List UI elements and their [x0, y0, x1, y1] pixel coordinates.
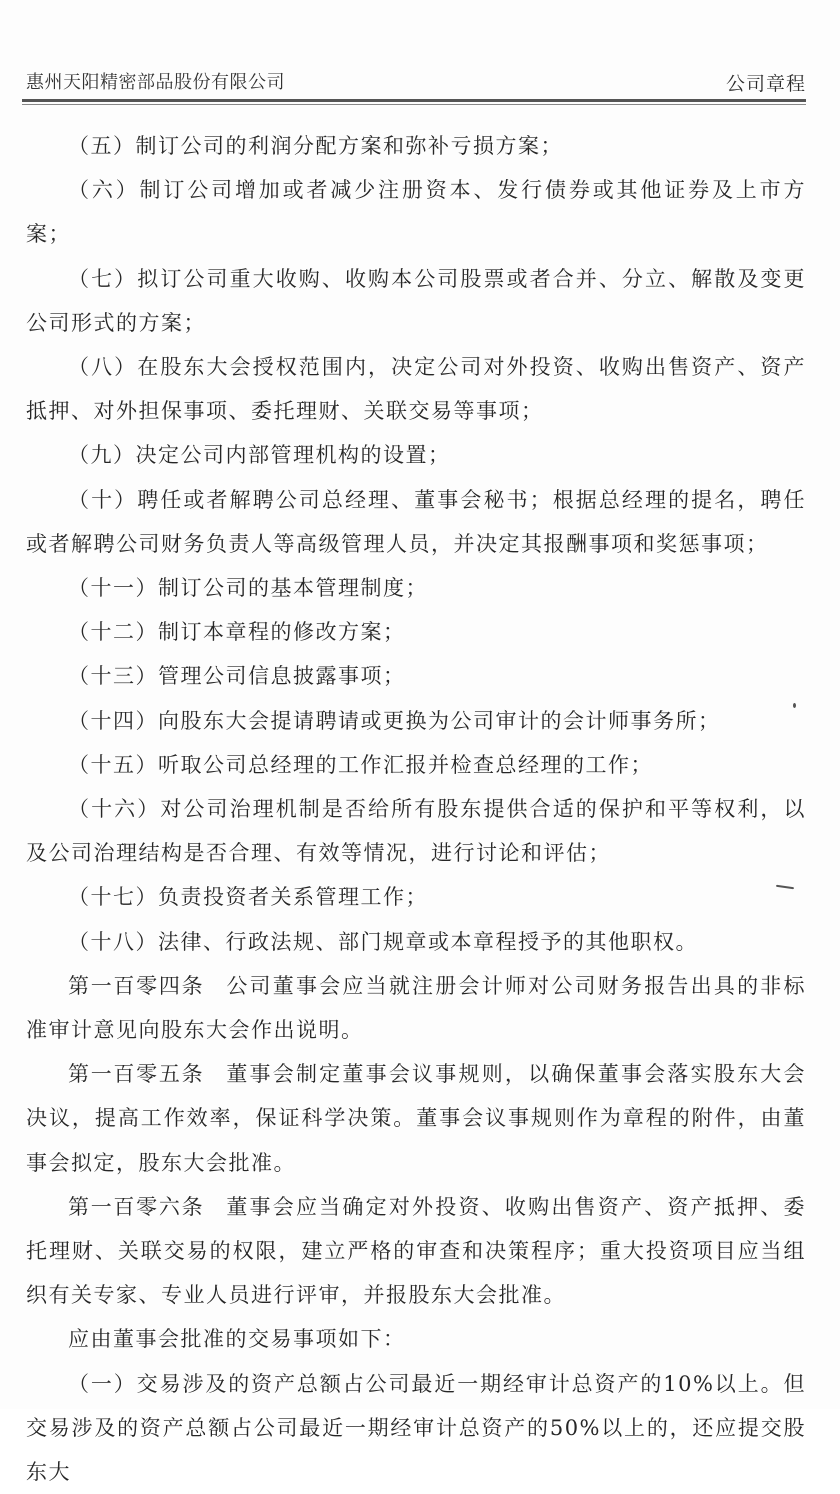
- document-title: 公司章程: [725, 73, 806, 95]
- article-106: [26, 1185, 806, 1318]
- item-12: （十二）制订本章程的修改方案；: [68, 620, 406, 645]
- article-105: [26, 1052, 806, 1185]
- intro-line: 应由董事会批准的交易事项如下：: [68, 1327, 406, 1352]
- scan-mark: [793, 703, 796, 708]
- item-17: （十七）负责投资者关系管理工作；: [68, 885, 428, 910]
- item-6: （六）制订公司增加或者减少注册资本、发行债券或其他证券及上市方案；: [26, 178, 806, 247]
- item-8: （八）在股东大会授权范围内，决定公司对外投资、收购出售资产、资产抵押、对外担保事项、委托理财、关联交易等事项；: [26, 355, 806, 424]
- article-104-number: 第一百零四条: [68, 973, 205, 998]
- company-name: 惠州天阳精密部品股份有限公司: [26, 72, 285, 93]
- item-10: （十）聘任或者解聘公司总经理、董事会秘书；根据总经理的提名，聘任或者解聘公司财务负责人等高级管理人员，并决定其报酬事项和奖惩事项；: [26, 487, 806, 556]
- article-106-text: 董事会应当确定对外投资、收购出售资产、资产抵押、委托理财、关联交易的权限，建立严格的审查和决策程序；重大投资项目应当组织有关专家、专业人员进行评审，并报股东大会批准。: [26, 1194, 807, 1308]
- body-text: [26, 124, 806, 1494]
- item-13: （十三）管理公司信息披露事项；: [68, 664, 406, 689]
- article-105-text: 董事会制定董事会议事规则，以确保董事会落实股东大会决议，提高工作效率，保证科学决策。董事会议事规则作为章程的附件，由董事会拟定，股东大会批准。: [26, 1062, 807, 1175]
- item-16: （十六）对公司治理机制是否给所有股东提供合适的保护和平等权利，以及公司治理结构是否合理、有效等情况，进行讨论和评估；: [26, 797, 806, 866]
- item-11: （十一）制订公司的基本管理制度；: [68, 576, 428, 601]
- item-14: （十四）向股东大会提请聘请或更换为公司审计的会计师事务所；: [68, 708, 721, 733]
- item-5: （五）制订公司的利润分配方案和弥补亏损方案；: [68, 134, 563, 158]
- article-105-number: 第一百零五条: [68, 1062, 205, 1087]
- sub-item-1: （一）交易涉及的资产总额占公司最近一期经审计总资产的10%以上。但交易涉及的资产总额占公司最近一期经审计总资产的50%以上的，还应提交股东大: [26, 1371, 806, 1485]
- header-rule: [22, 99, 806, 102]
- item-9: （九）决定公司内部管理机构的设置；: [68, 443, 451, 468]
- page-header: [26, 68, 806, 100]
- header-rule-thin: [22, 104, 806, 105]
- item-18: （十八）法律、行政法规、部门规章或本章程授予的其他职权。: [68, 929, 698, 954]
- item-15: （十五）听取公司总经理的工作汇报并检查总经理的工作；: [68, 752, 653, 777]
- article-104-text: 公司董事会应当就注册会计师对公司财务报告出具的非标准审计意见向股东大会作出说明。: [26, 973, 807, 1043]
- article-104: [26, 964, 806, 1052]
- article-106-number: 第一百零六条: [68, 1194, 205, 1219]
- item-7: （七）拟订公司重大收购、收购本公司股票或者合并、分立、解散及变更公司形式的方案；: [26, 266, 806, 335]
